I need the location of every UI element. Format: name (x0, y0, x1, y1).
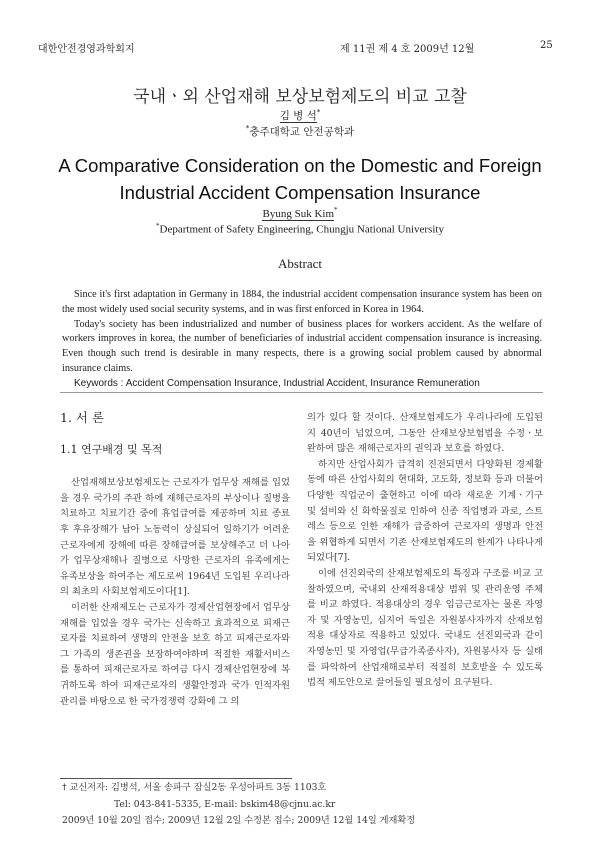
korean-author (0, 108, 600, 123)
footnote-dates: 2009년 10월 20일 접수; 2009년 12월 2일 수정본 접수; 2009년 12월 14일 게재확정 (62, 815, 416, 826)
body-paragraph: 의가 있다 할 것이다. 산재보험제도가 우리나라에 도입된지 40년이 넘었으며, 그동안 산재보상보험법을 수정ㆍ보완하여 많은 재해근로자의 권익과 보호를 하였다. (307, 412, 543, 455)
subsection-heading-background: 1.1 연구배경 및 목적 (60, 442, 163, 456)
english-author (0, 206, 600, 220)
abstract-paragraph-1: Since it's first adaptation in Germany in 1884, the industrial accident compensation insurance system has been on the most widely used social security systems, and in was first enforced in Korea in 1964. (62, 289, 542, 315)
english-author-name: Byung Suk Kim (262, 207, 334, 220)
footnote-contact (62, 780, 542, 797)
section-heading-introduction: 1. 서 론 (60, 410, 105, 425)
footnote-divider (60, 778, 292, 779)
korean-author-name: 김 병 석 (279, 110, 317, 122)
running-header (0, 0, 600, 60)
english-affiliation-text: Department of Safety Engineering, Chungju National University (159, 223, 444, 236)
korean-author-mark: * (316, 108, 321, 117)
abstract-body (62, 288, 542, 392)
body-paragraph: 하지만 산업사회가 급격히 진전되면서 다양화된 경제활동에 따른 산업사회의 현대화, 고도화, 정보화 등과 더불어 다양한 직업군이 출현하고 이에 따라 새로운 기계ㆍ기구 및 설비와 신 화학물질로 인하여 신종 직업병과 과로, 스트레스 등으로 인한 재해가 급증하여 근로자의 생명과 안전을 위협하게 되면서 기존 산재보험제도의 한계가 나타나게 되었다[7]. (307, 458, 543, 564)
volume-issue: 제 11권 제 4 호 2009년 12월 (340, 44, 475, 55)
abstract-heading: Abstract (277, 256, 323, 271)
korean-affiliation-text: 충주대학교 안전공학과 (249, 126, 355, 138)
english-title-line2: Industrial Accident Compensation Insurance (119, 182, 481, 203)
body-paragraph: 이에 선진외국의 산재보험제도의 특징과 구조를 비교 고찰하였으며, 국내외 산재적용대상 범위 및 관리운영 주체를 비교 하였다. 적용대상의 경우 임금근로자는 물론 자영자 및 자영농민, 심지어 독일은 자원봉사자까지 산재보험 적용 대상자로 적용하고 있었다. 국내도 선진외국과 같이 자영농민 및 자영업(무급가족종사자), 자원봉사자 등 실태를 파악하여 산업재해로부터 적절히 보호받을 수 있도록 법적 제도안으로 끌어들일 필요성이 요구된다. (307, 567, 543, 689)
english-title-line1: A Comparative Consideration on the Domestic and Foreign (58, 155, 542, 176)
page-number: 25 (540, 40, 553, 51)
english-affiliation (0, 222, 600, 236)
korean-title: 국내ㆍ외 산업재해 보상보험제도의 비교 고찰 (133, 87, 467, 107)
dagger-mark: † (62, 782, 67, 793)
korean-affiliation (0, 124, 600, 139)
section-divider (60, 392, 543, 393)
keywords: Keywords : Accident Compensation Insurance, Industrial Accident, Insurance Remuneration (74, 377, 480, 389)
right-column (307, 410, 543, 691)
left-column (60, 410, 290, 709)
body-paragraph: 이러한 산재제도는 근로자가 경제산업현장에서 업무상 재해를 입었을 경우 국가는 신속하고 효과적으로 피재근로자를 치료하여 생명의 안전을 보호 하고 피재근로자와 그 가족의 생존권을 보장하여야하며 적절한 재활서비스를 통하여 피재근로자로 하여금 다시 경제산업현장에 복귀하도록 하여 피재근로자의 생활안정과 국가 인적자원관리를 바탕으로 한 국가경쟁력 강화에 그 의 (60, 601, 290, 707)
footnote-tel-email: Tel: 043-841-5335, E-mail: bskim48@cjnu.ac.kr (114, 798, 336, 810)
english-title (0, 152, 600, 206)
footnote (62, 780, 542, 830)
journal-name: 대한안전경영과학회지 (38, 44, 135, 55)
english-affiliation-mark: * (156, 222, 160, 230)
footnote-contact-text: 교신저자: 김병석, 서울 송파구 잠실2동 우성아파트 3동 1103호 (69, 782, 327, 793)
korean-affiliation-mark: * (245, 124, 250, 133)
english-author-mark: * (334, 206, 338, 214)
body-paragraph: 산업재해보상보험제도는 근로자가 업무상 재해를 입었을 경우 국가의 주관 하에 재해근로자의 부상이나 질병을 치료하고 치료기간 중에 휴업급여를 제공하며 치료 종료 후 후유장해가 남아 노동력이 상실되어 일하기가 어려운 근로자에게 장해에 따른 장해급여를 보상해주고 더 나아가 업무상재해나 질병으로 사망한 근로자의 유족에게는 유족보상을 하여주는 제도로써 1964년 도입된 우리나라의 최초의 사회보험제도이다[1]. (60, 477, 290, 598)
abstract-paragraph-2: Today's society has been industrialized and number of business places for workers accident. As the welfare of workers improves in korea, the number of beneficiaries of industrial accident compensation insurance is increasing. Even though such trend is desirable in many respects, there is a growing social problem caused by abnormal insurance claims. (62, 318, 542, 374)
